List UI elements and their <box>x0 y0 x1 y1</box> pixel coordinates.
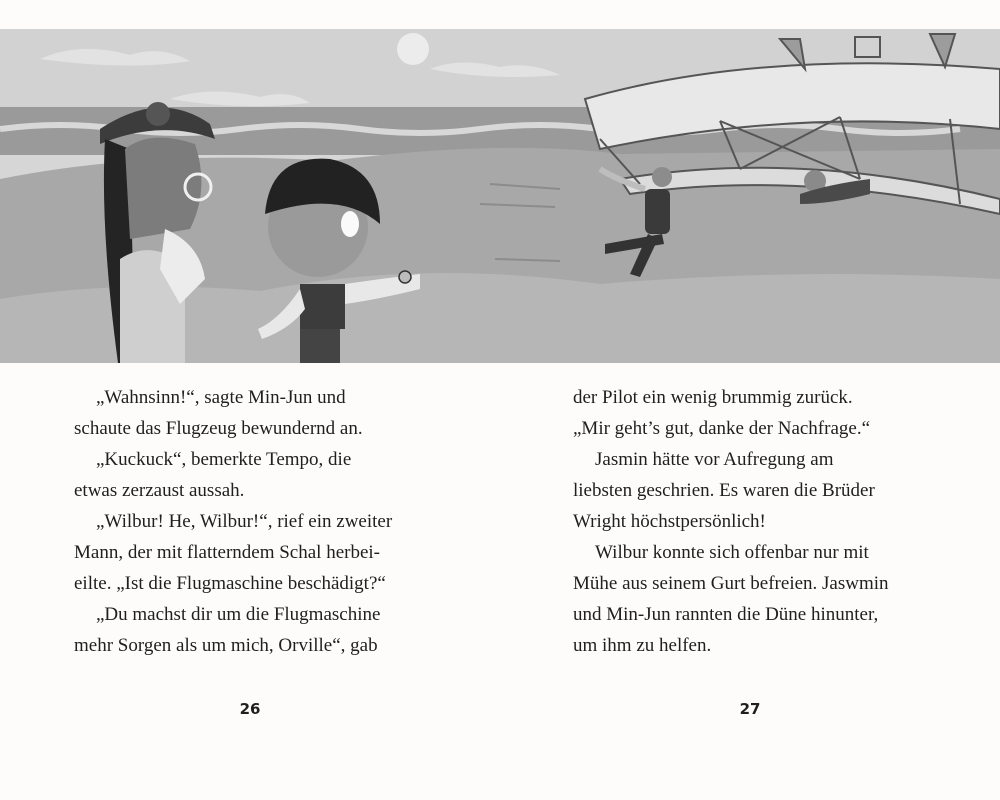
paragraph: Wilbur konnte sich offenbar nur mit Mühe aus seinem Gurt befreien. Jaswmin und Min-Jun rannten die Düne hinunter, um ihm zu helfen. <box>573 542 889 656</box>
paragraph: Jasmin hätte vor Aufregung am liebsten geschrien. Es waren die Brüder Wright höchstpersönlich! <box>573 449 875 532</box>
paragraph: der Pilot ein wenig brummig zurück. „Mir geht’s gut, danke der Nachfrage.“ <box>573 387 871 439</box>
page-number-left: 26 <box>239 700 261 718</box>
paragraph: „Kuckuck“, bemerkte Tempo, die etwas zerzaust aussah. <box>74 449 352 501</box>
left-page-text <box>74 382 434 661</box>
paragraph: „Du machst dir um die Flugmaschine mehr Sorgen als um mich, Orville“, gab <box>74 604 381 656</box>
paragraph: „Wahnsinn!“, sagte Min-Jun und schaute das Flugzeug bewundernd an. <box>74 387 363 439</box>
sun-icon <box>397 33 429 65</box>
book-illustration <box>0 29 1000 363</box>
right-page-text <box>573 382 933 661</box>
page-number-right: 27 <box>739 700 761 718</box>
paragraph: „Wilbur! He, Wilbur!“, rief ein zweiter Mann, der mit flatterndem Schal herbei- eilte. „Ist die Flugmaschine beschädigt?“ <box>74 511 393 594</box>
